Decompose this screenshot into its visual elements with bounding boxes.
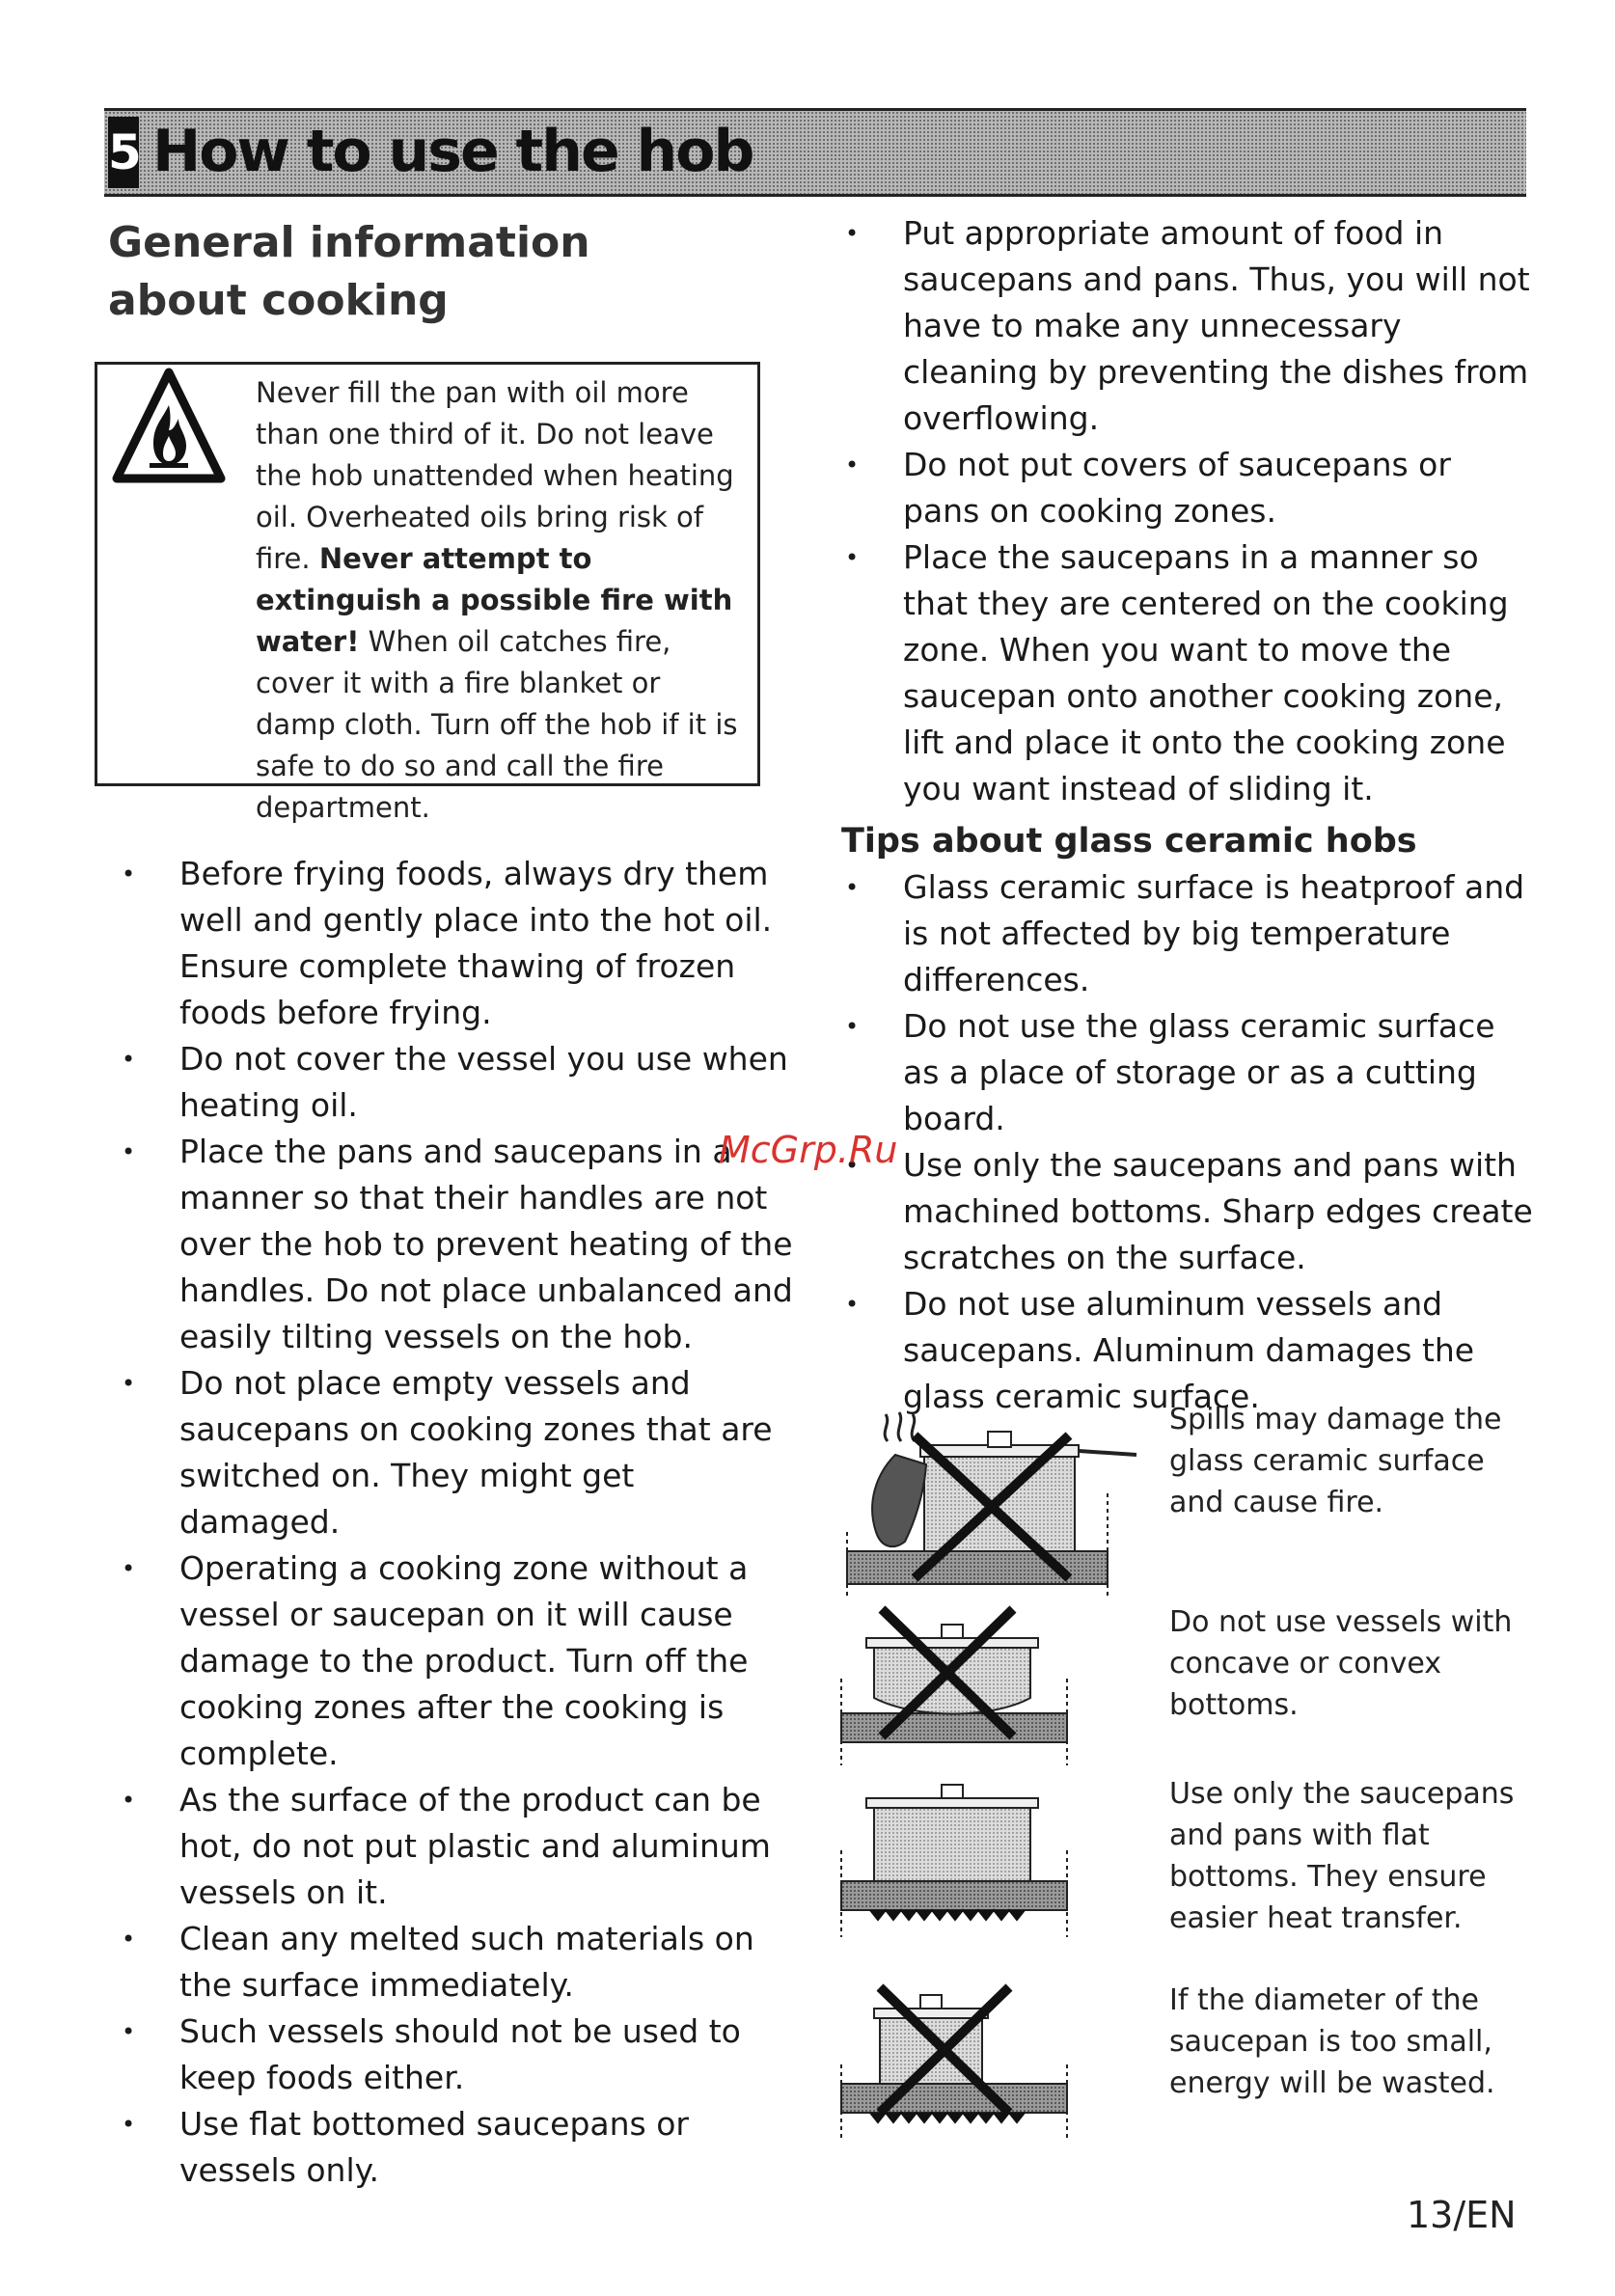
page-number: 13/EN <box>1407 2194 1517 2236</box>
list-item: • Clean any melted such materials on the surface immediately. <box>108 1916 803 2009</box>
list-item: • Place the saucepans in a manner so that they are centered on the cooking zone. When you want to move the saucepan onto another cooking zone, lift and place it onto the cooking zone you want instead of sliding it. <box>832 534 1536 812</box>
fire-warning-box <box>95 362 760 824</box>
list-item: • As the surface of the product can be hot, do not put plastic and aluminum vessels on it. <box>108 1777 803 1916</box>
glass-ceramic-tips-list <box>832 864 1536 1420</box>
section-header <box>104 108 1526 197</box>
warning-text-2: When oil catches fire, cover it with a fire blanket or damp cloth. Turn off the hob if it is safe to do so and call the fire department. <box>256 625 738 824</box>
small-pot-icon <box>837 1978 1079 2142</box>
list-item: • Do not put covers of saucepans or pans on cooking zones. <box>832 442 1536 534</box>
figure-caption: Spills may damage the glass ceramic surface and cause fire. <box>1169 1403 1502 1519</box>
glass-ceramic-tips-heading: Tips about glass ceramic hobs <box>841 822 1417 861</box>
section-number: 5 <box>108 117 139 188</box>
figure-caption: Use only the saucepans and pans with flat bottoms. They ensure easier heat transfer. <box>1169 1777 1515 1935</box>
list-item: • Place the pans and saucepans in a manner so that their handles are not over the hob to prevent heating of the handles. Do not place unbalanced and easily tilting vessels on the hob. <box>108 1129 803 1360</box>
flat-bottom-pot-icon <box>837 1773 1079 1937</box>
figure-caption: Do not use vessels with concave or convex bottoms. <box>1169 1605 1513 1722</box>
list-item: • Put appropriate amount of food in saucepans and pans. Thus, you will not have to make any unnecessary cleaning by preventing the dishes from overflowing. <box>832 210 1536 442</box>
watermark: McGrp.Ru <box>719 1129 898 1171</box>
figure-caption: If the diameter of the saucepan is too small, energy will be wasted. <box>1169 1983 1495 2100</box>
list-item: • Operating a cooking zone without a vessel or saucepan on it will cause damage to the product. Turn off the cooking zones after the cooking is complete. <box>108 1545 803 1777</box>
warning-text-1: Never fill the pan with oil more than one third of it. Do not leave the hob unattended when heating oil. Overheated oils bring risk of fire. <box>256 376 734 575</box>
list-item: • Do not use aluminum vessels and saucepans. Aluminum damages the glass ceramic surface. <box>832 1281 1536 1420</box>
list-item: • Glass ceramic surface is heatproof and is not affected by big temperature differences. <box>832 864 1536 1003</box>
list-item: • Do not cover the vessel you use when heating oil. <box>108 1036 803 1129</box>
list-item: • Do not use the glass ceramic surface as a place of storage or as a cutting board. <box>832 1003 1536 1142</box>
cooking-tips-list-right <box>832 210 1536 812</box>
uneven-bottom-pot-icon <box>837 1601 1079 1765</box>
section-title: How to use the hob <box>152 118 753 185</box>
list-item: • Before frying foods, always dry them well and gently place into the hot oil. Ensure complete thawing of frozen foods before frying. <box>108 851 803 1036</box>
warning-text <box>256 372 748 829</box>
general-info-heading: General information about cooking <box>108 218 590 325</box>
list-item: • Do not place empty vessels and saucepans on cooking zones that are switched on. They might get damaged. <box>108 1360 803 1545</box>
warning-bold-text: Never attempt to extinguish a possible fire with water! <box>256 542 733 658</box>
list-item: • Use flat bottomed saucepans or vessels only. <box>108 2101 803 2194</box>
list-item: • Such vessels should not be used to keep foods either. <box>108 2009 803 2101</box>
list-item: • Use only the saucepans and pans with machined bottoms. Sharp edges create scratches on the surface. <box>832 1142 1536 1281</box>
fire-hazard-warning-icon <box>111 367 227 488</box>
spill-overflow-icon <box>837 1407 1146 1599</box>
cooking-tips-list-left <box>108 851 803 2194</box>
